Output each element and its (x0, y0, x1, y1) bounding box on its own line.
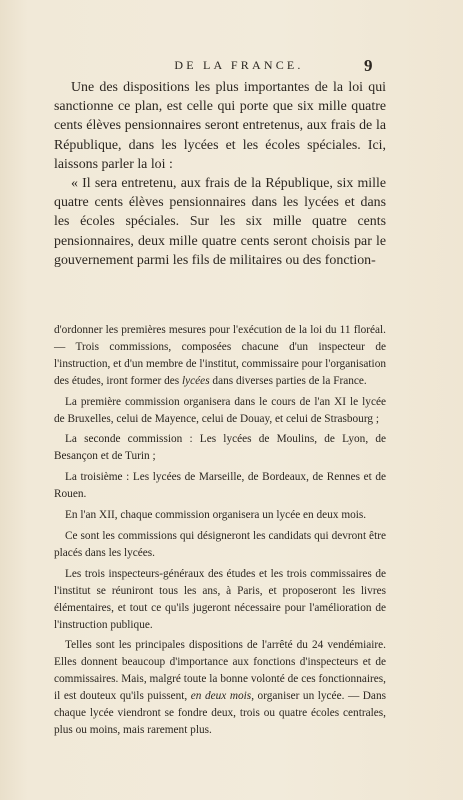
main-paragraph-1: Une des dispositions les plus importantes de la loi qui sanctionne ce plan, est celle qui porte que six mille quatre cents élèves pensionnaires seront entretenus, aux frais de la République, dans les lycées et les écoles spéciales. Ici, laissons parler la loi : (54, 80, 386, 172)
footnote-paragraph-7: Les trois inspecteurs-généraux des études et les trois commissaires de l'institut se réuniront tous les ans, à Paris, et proposeront les livres élémentaires, et tout ce qu'ils jugeront nécessaire pour l'amélioration de l'instruction publique. (54, 567, 386, 631)
footnote-paragraph-5: En l'an XII, chaque commission organisera un lycée en deux mois. (65, 509, 367, 522)
footnote-paragraph-8 (54, 637, 386, 738)
footnote-paragraph-3: La seconde commission : Les lycées de Moulins, de Lyon, de Besançon et de Turin ; (54, 433, 386, 463)
footnote-text: Telles sont les principales dispositions de l'arrêté du 24 vendémiaire. Elles donnent beaucoup d'importance aux fonctions d'inspecteurs et de commissaires. Mais, malgré toute la bonne volonté de ces fonctionnaires, il est douteux qu'ils puissent, (54, 639, 386, 703)
footnote-italic: en deux mois (190, 690, 252, 703)
main-paragraph-2: « Il sera entretenu, aux frais de la République, six mille quatre cents élèves pensionnaires dans les lycées et dans les écoles spéciales. Sur les six mille quatre cents pensionnaires, deux mille quatre cents seront choisis par le gouvernement parmi les fils de militaires ou des fonction- (54, 176, 386, 268)
footnote-paragraph-4: La troisième : Les lycées de Marseille, de Bordeaux, de Rennes et de Rouen. (54, 471, 386, 501)
page-number: 9 (364, 56, 373, 75)
footnote-text: , organiser un lycée. — Dans chaque lycée viendront se fondre deux, trois ou quatre écoles centrales, plus ou moins, mais rarement plus. (54, 690, 386, 736)
footnote-text: dans diverses parties de la France. (209, 374, 367, 387)
footnote-paragraph-2: La première commission organisera dans le cours de l'an XI le lycée de Bruxelles, celui de Mayence, celui de Douay, et celui de Strasbourg ; (54, 395, 386, 425)
main-text (54, 78, 386, 270)
footnote-paragraph-6: Ce sont les commissions qui désigneront les candidats qui devront être placés dans les lycées. (54, 529, 386, 559)
footnote-text: d'ordonner les premières mesures pour l'exécution de la loi du 11 floréal. — Trois commissions, composées chacune d'un inspecteur de l'instruction, et d'un membre de l'institut, commissaire pour l'organisation des études, iront former des (54, 324, 386, 387)
footnote-block (54, 322, 386, 739)
footnote-italic: lycées (182, 374, 210, 387)
footnote-paragraph-1 (54, 322, 386, 390)
running-header: DE LA FRANCE. (174, 58, 304, 72)
